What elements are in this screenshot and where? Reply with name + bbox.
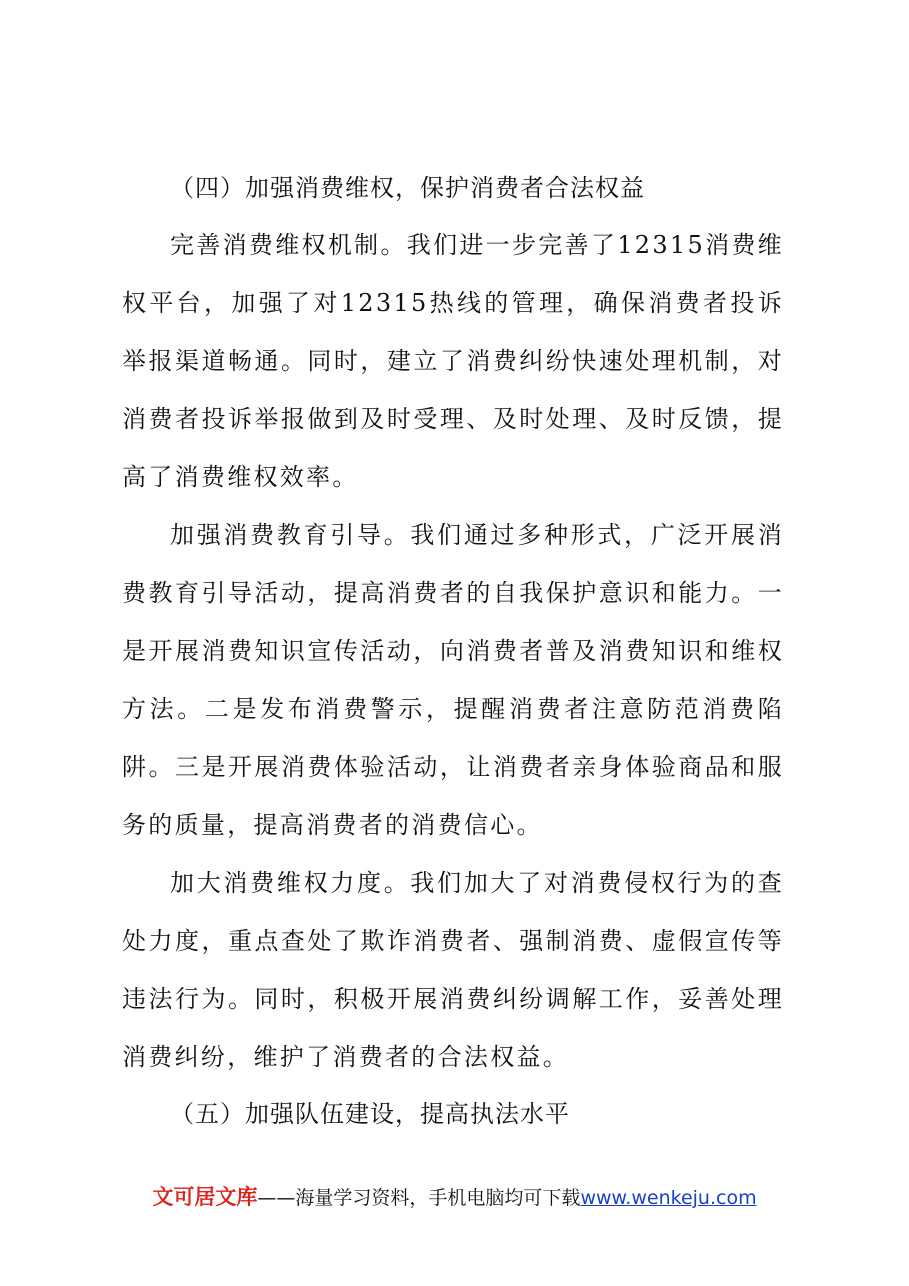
section-heading-5: （五）加强队伍建设，提高执法水平 (170, 1100, 570, 1128)
footer-brand: 文可居文库 (152, 1185, 258, 1209)
paragraph-consumer-rights-mechanism: 完善消费维权机制。我们进一步完善了12315消费维权平台，加强了对12315热线的管理，确保消费者投诉举报渠道畅通。同时，建立了消费纠纷快速处理机制，对消费者投诉举报做到及时受理、及时处理、及时反馈，提高了消费维权效率。 (122, 231, 784, 491)
footer-slogan: ——海量学习资料，手机电脑均可下载 (257, 1187, 581, 1209)
paragraph-consumer-education: 加强消费教育引导。我们通过多种形式，广泛开展消费教育引导活动，提高消费者的自我保护意识和能力。一是开展消费知识宣传活动，向消费者普及消费知识和维权方法。二是发布消费警示，提醒消费者注意防范消费陷阱。三是开展消费体验活动，让消费者亲身体验商品和服务的质量，提高消费者的消费信心。 (122, 521, 784, 839)
document-body (122, 160, 784, 1142)
footer-website-link[interactable]: www.wenkeju.com (580, 1187, 757, 1209)
section-heading-4: （四）加强消费维权，保护消费者合法权益 (170, 174, 645, 202)
paragraph-enforcement-strength: 加大消费维权力度。我们加大了对消费侵权行为的查处力度，重点查处了欺诈消费者、强制消费、虚假宣传等违法行为。同时，积极开展消费纠纷调解工作，妥善处理消费纠纷，维护了消费者的合法权益。 (122, 869, 784, 1071)
footer-banner (0, 1181, 909, 1211)
